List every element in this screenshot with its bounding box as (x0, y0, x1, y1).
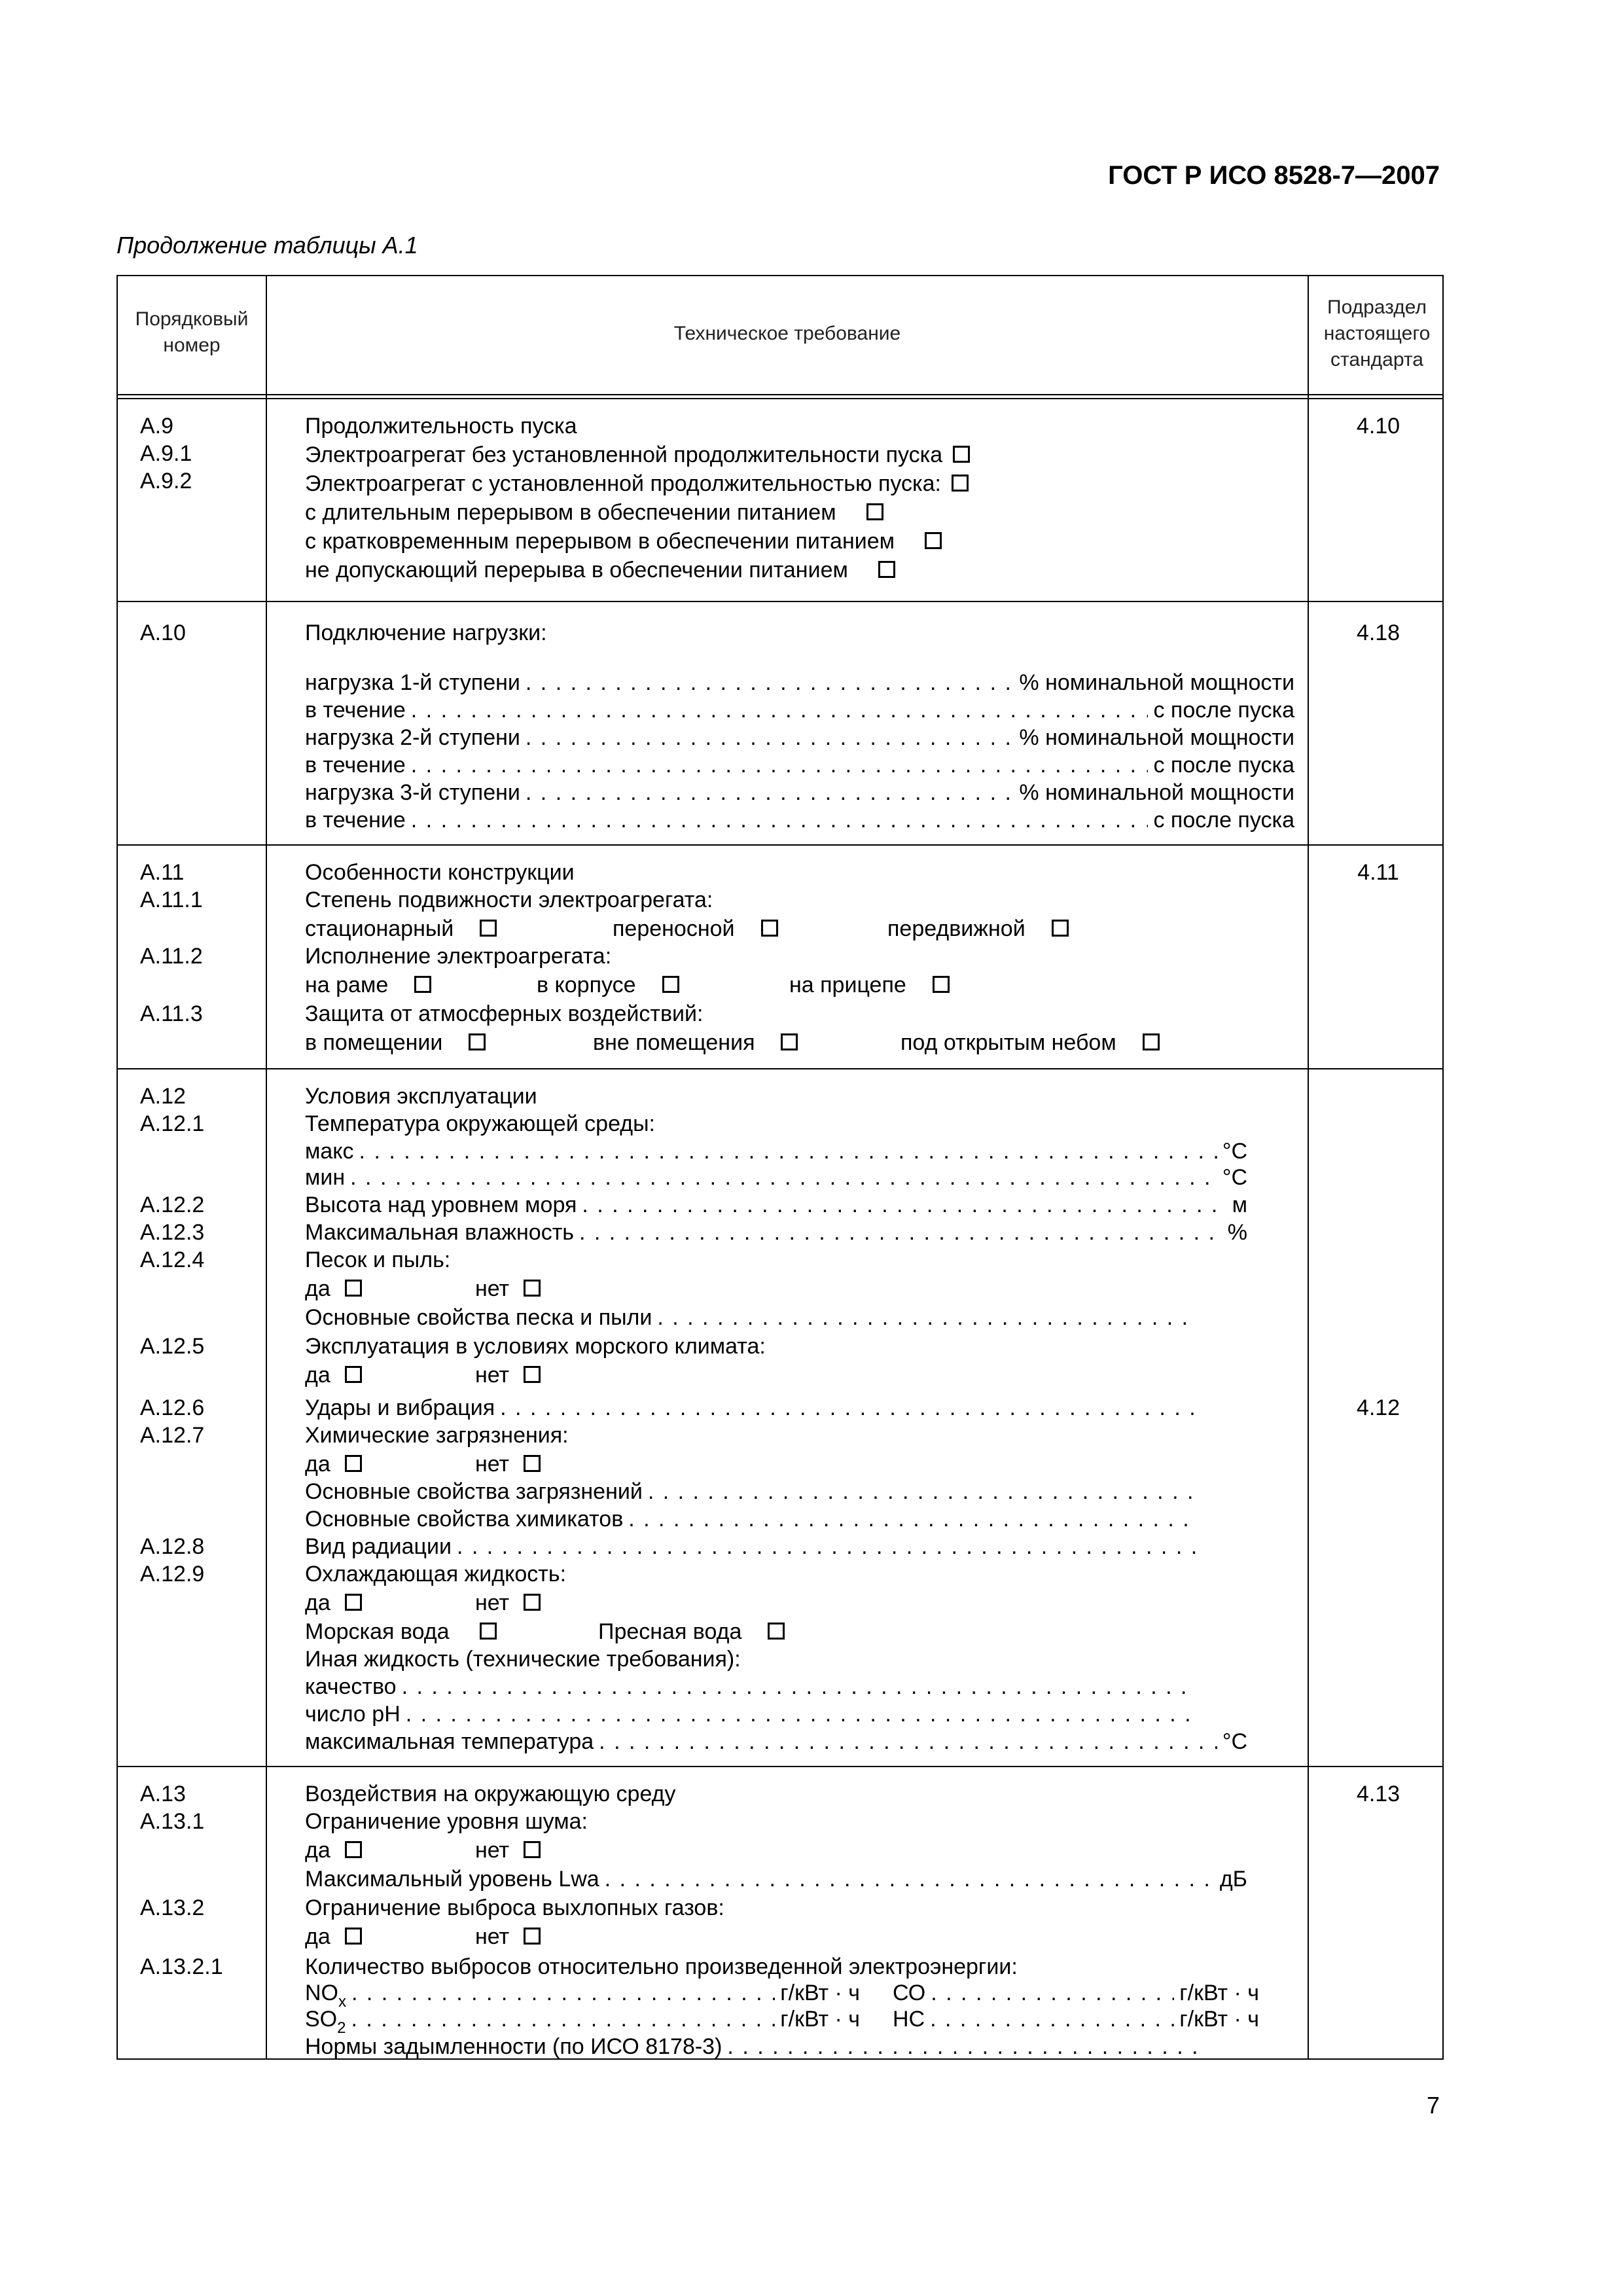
checkbox-no-start-time[interactable] (953, 446, 970, 463)
checkbox-portable[interactable] (761, 920, 778, 937)
pollution-properties: Основные свойства загрязнений . . . (305, 1478, 1202, 1505)
emission-hc: НС . . . г/кВт · ч (893, 2005, 1259, 2033)
emission-nox: $NO_x$ . . . г/кВт · ч (305, 1979, 860, 2009)
checkbox-open-air[interactable] (1143, 1033, 1160, 1050)
checkbox-sand-yes[interactable] (345, 1280, 362, 1297)
load-stage-3: нагрузка 3-й ступени . . . % номинальной мощности (305, 779, 1294, 806)
altitude: Высота над уровнем моря . . . м (305, 1191, 1247, 1219)
chemical-properties: Основные свойства химикатов . . . (305, 1505, 1202, 1533)
temp-max: макс . . . °С (305, 1138, 1247, 1165)
checkbox-noise-yes[interactable] (345, 1841, 362, 1858)
standard-designation: ГОСТ Р ИСО 8528-7—2007 (1108, 161, 1440, 190)
smoke-norms: Нормы задымленности (по ИСО 8178-3) . . . (305, 2033, 1202, 2060)
checkbox-in-housing[interactable] (662, 976, 679, 993)
checkbox-coolant-yes[interactable] (345, 1594, 362, 1611)
load-stage-1-time: в течение . . . с после пуска (305, 696, 1294, 724)
emission-co: СО . . . г/кВт · ч (893, 1979, 1259, 2007)
load-stage-3-time: в течение . . . с после пуска (305, 806, 1294, 834)
load-stage-1: нагрузка 1-й ступени . . . % номинальной мощности (305, 669, 1294, 696)
checkbox-with-start-time[interactable] (952, 475, 969, 492)
requirements-table: Порядковый номер Техническое требование Подраздел настоящего стандарта А.9 А.9.1 А.9.2 Продолжительность пуска Электроагрегат без установленной продолжительности пуска Электроагрегат с установленной продолжительностью пуска: с длительным перерывом в обеспечении питанием с кратковременным перерывом в обеспечении питанием не допускающий перерыва в обеспечении питанием 4.10 А.10 Подключение нагрузки: нагрузка 1-й ступени . . . % номинальной мощности в течение . . . с после пуска нагрузка 2-й ступени . . . % номинальной мощности в течение . . . с после пуска нагрузка 3-й ступени . . . % номинальной мощности в течение . . . с после пуска 4.18 А.11 А.11.1 А.11.2 А.11.3 Особенности конструкции Степень подвижности электроагрегата: стационарный переносной передвижной Исполнение электроагрегата: на раме в корпусе на прицепе Защита от атмосферных воздействий: в помещении вне помещения под открытым небом 4.11 А.12 А.12.1 А.12.2 А.12.3 А.12.4 А.12.5 А.12.6 А.12.7 А.12.8 А.12.9 Условия эксплуатации Температура окружающей среды: макс . . . °С мин . . . °С Высота над уровнем моря . . . м Максимальная влажность . . . % Песок и пыль: да нет Основные свойства песка и пыли . . . Эксплуатация в условиях морского климата: да нет Удары и вибрация . . . Химические загрязнения: да нет Основные свойства загрязнений . . . Основные свойства химикатов . . . Вид радиации . . . Охлаждающая жидкость: да нет Морская вода Пресная вода Иная жидкость (технические требования): качество . . . число pH . . . максимальная температура . . . °С 4.12 А.13 А.13.1 А.13.2 А.13.2.1 Воздействия на окружающую среду Ограничение уровня шума: да нет Максимальный уровень Lwa . . . дБ Ограничение выброса выхлопных газов: да нет Количество выбросов относительно произведенной электроэнергии: $NO_x$ . . . г/кВт · ч СО . . . г/кВт · ч $SO_2$ . . . г/кВт · ч НС . . . г/кВт · ч Нормы задымленности (по ИСО 8178-3) . . . 4.13 (116, 275, 1444, 2060)
checkbox-marine-yes[interactable] (345, 1366, 362, 1383)
checkbox-chem-yes[interactable] (345, 1455, 362, 1472)
checkbox-sea-water[interactable] (480, 1623, 497, 1640)
checkbox-noise-no[interactable] (524, 1841, 541, 1858)
sand-properties: Основные свойства песка и пыли . . . (305, 1304, 1202, 1331)
fluid-max-temp: максимальная температура . . . °С (305, 1728, 1247, 1755)
header-col-requirement: Техническое требование (673, 323, 901, 344)
table-continuation-caption: Продолжение таблицы А.1 (116, 232, 418, 259)
load-stage-2-time: в течение . . . с после пуска (305, 751, 1294, 779)
checkbox-short-interruption[interactable] (925, 532, 942, 549)
checkbox-coolant-no[interactable] (524, 1594, 541, 1611)
emission-so2: $SO_2$ . . . г/кВт · ч (305, 2005, 860, 2036)
checkbox-exhaust-yes[interactable] (345, 1928, 362, 1945)
checkbox-sand-no[interactable] (524, 1280, 541, 1297)
checkbox-long-interruption[interactable] (866, 503, 883, 520)
max-noise-lwa: Максимальный уровень Lwa . . . дБ (305, 1865, 1247, 1893)
checkbox-marine-no[interactable] (524, 1366, 541, 1383)
checkbox-no-interruption[interactable] (878, 561, 895, 578)
header-col-section: Подраздел настоящего стандарта (1323, 296, 1431, 370)
shock-vibration: Удары и вибрация . . . (305, 1394, 1202, 1422)
fluid-quality: качество . . . (305, 1673, 1202, 1700)
header-col-number: Порядковый номер (135, 308, 249, 356)
radiation-type: Вид радиации . . . (305, 1533, 1202, 1560)
page-number: 7 (1426, 2092, 1440, 2119)
humidity: Максимальная влажность . . . % (305, 1219, 1247, 1246)
fluid-ph: число pH . . . (305, 1700, 1202, 1728)
checkbox-fresh-water[interactable] (768, 1623, 785, 1640)
load-stage-2: нагрузка 2-й ступени . . . % номинальной мощности (305, 724, 1294, 751)
checkbox-mobile[interactable] (1052, 920, 1069, 937)
checkbox-on-trailer[interactable] (933, 976, 950, 993)
checkbox-on-frame[interactable] (414, 976, 431, 993)
checkbox-outside-room[interactable] (781, 1033, 798, 1050)
checkbox-chem-no[interactable] (524, 1455, 541, 1472)
checkbox-exhaust-no[interactable] (524, 1928, 541, 1945)
checkbox-indoors[interactable] (469, 1033, 486, 1050)
checkbox-stationary[interactable] (480, 920, 497, 937)
temp-min: мин . . . °С (305, 1164, 1247, 1191)
